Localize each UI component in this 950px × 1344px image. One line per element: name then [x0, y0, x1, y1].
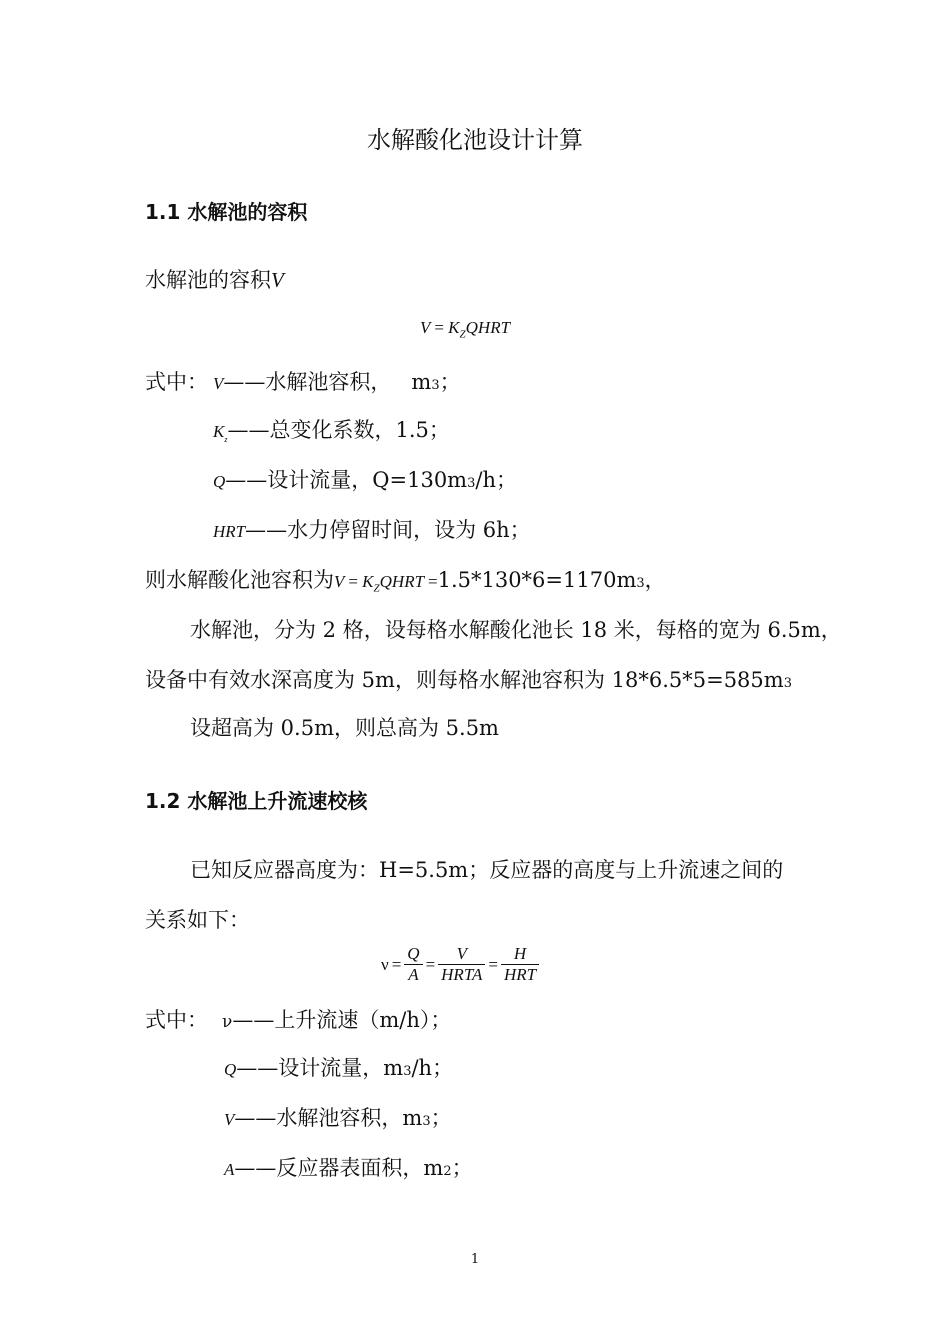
formula-rest: QHRT	[465, 318, 511, 337]
intro-line	[145, 264, 284, 294]
result-tail: ，	[644, 568, 666, 592]
paragraph-1-line-2	[145, 664, 792, 694]
vel-eq-2: =	[425, 954, 436, 974]
definition-v-2	[224, 1102, 452, 1132]
where-label-1: 式中：	[145, 370, 208, 394]
frac-den: HRTA	[441, 965, 483, 984]
def-symbol: A	[224, 1160, 235, 1179]
frac-den: A	[408, 965, 419, 984]
def-symbol: K	[213, 422, 225, 441]
def-sup: 3	[431, 378, 440, 393]
paragraph-2: 设超高为 0.5m，则总高为 5.5m	[190, 716, 499, 740]
definition-q	[213, 464, 517, 494]
result-k: K	[362, 572, 374, 591]
para-sup: 3	[783, 676, 792, 691]
result-rest: QHRT	[379, 572, 424, 591]
result-eq2: =	[427, 572, 438, 591]
def-unit: m	[411, 370, 432, 394]
result-prefix: 则水解酸化池容积为	[145, 568, 334, 592]
frac-num: H	[501, 944, 539, 965]
def-text: ——水解池容积，	[223, 370, 392, 394]
def-sup: 3	[403, 1064, 412, 1079]
def-symbol: Q	[213, 472, 226, 491]
where-label-2: 式中：	[145, 1008, 208, 1032]
page-title: 水解酸化池设计计算	[367, 126, 583, 154]
result-eq: =	[348, 572, 358, 591]
def-text: ——设计流量，Q=130m	[225, 468, 468, 492]
def-tail: ；	[451, 1156, 473, 1180]
definition-q-2	[224, 1052, 453, 1082]
definition-hrt	[213, 514, 531, 544]
section-heading-1-2: 1.2 水解池上升流速校核	[145, 789, 368, 813]
fraction-v-over-hrta	[438, 944, 485, 985]
definition-nu	[222, 1004, 451, 1034]
fraction-q-over-a	[404, 944, 422, 985]
formula-eq: =	[434, 318, 444, 337]
vel-lhs: ν	[381, 954, 389, 974]
def-text: ——设计流量，m	[236, 1056, 404, 1080]
frac-num: V	[438, 944, 485, 965]
velocity-formula	[381, 944, 539, 985]
result-sup: 3	[636, 576, 645, 591]
def-tail: /h；	[411, 1056, 454, 1080]
def-text: ——总变化系数，1.5；	[227, 418, 450, 442]
paragraph-1-line-1: 水解池，分为 2 格，设每格水解酸化池长 18 米，每格的宽为 6.5m，	[190, 618, 842, 642]
result-k-sub: Z	[373, 582, 380, 595]
para-text: 设备中有效水深高度为 5m，则每格水解池容积为 18*6.5*5=585m	[145, 668, 784, 692]
frac-num: Q	[404, 944, 422, 965]
paragraph-3-line-1: 已知反应器高度为：H=5.5m；反应器的高度与上升流速之间的	[190, 858, 784, 882]
result-formula	[334, 572, 438, 595]
def-sup: 3	[467, 476, 476, 491]
intro-text: 水解池的容积	[145, 268, 271, 292]
def-symbol: ν	[222, 1012, 233, 1032]
def-tail: /h；	[475, 468, 517, 492]
def-symbol: V	[213, 374, 224, 393]
formula-k: K	[448, 318, 460, 337]
fraction-h-over-hrt	[501, 944, 539, 985]
page-number: 1	[470, 1252, 480, 1267]
definition-v	[213, 366, 461, 396]
frac-den: HRT	[504, 965, 537, 984]
def-text: ——上升流速（m/h）；	[232, 1008, 452, 1032]
def-sub: z	[224, 435, 228, 445]
def-symbol: Q	[224, 1060, 237, 1079]
formula-lhs: V	[420, 318, 431, 337]
def-text: ——水解池容积，m	[234, 1106, 423, 1130]
result-line	[145, 564, 666, 594]
definition-kz	[213, 414, 450, 444]
def-tail: ；	[439, 370, 461, 394]
paragraph-3-line-2: 关系如下：	[145, 908, 250, 932]
def-text: ——反应器表面积，m	[234, 1156, 444, 1180]
vel-eq-3: =	[488, 954, 498, 974]
result-value: 1.5*130*6=1170m	[437, 568, 637, 592]
def-symbol: HRT	[213, 522, 246, 541]
def-sup: 2	[443, 1164, 452, 1179]
formula-k-sub: Z	[459, 328, 466, 341]
definition-a	[224, 1152, 473, 1182]
def-tail: ；	[430, 1106, 452, 1130]
def-symbol: V	[224, 1110, 235, 1129]
vel-eq-1: =	[391, 954, 402, 974]
def-sup: 3	[422, 1114, 431, 1129]
intro-var: V	[271, 268, 284, 292]
volume-formula	[420, 318, 510, 340]
def-text: ——水力停留时间，设为 6h；	[245, 518, 531, 542]
result-lhs: V	[334, 572, 345, 591]
section-heading-1-1: 1.1 水解池的容积	[145, 200, 308, 224]
